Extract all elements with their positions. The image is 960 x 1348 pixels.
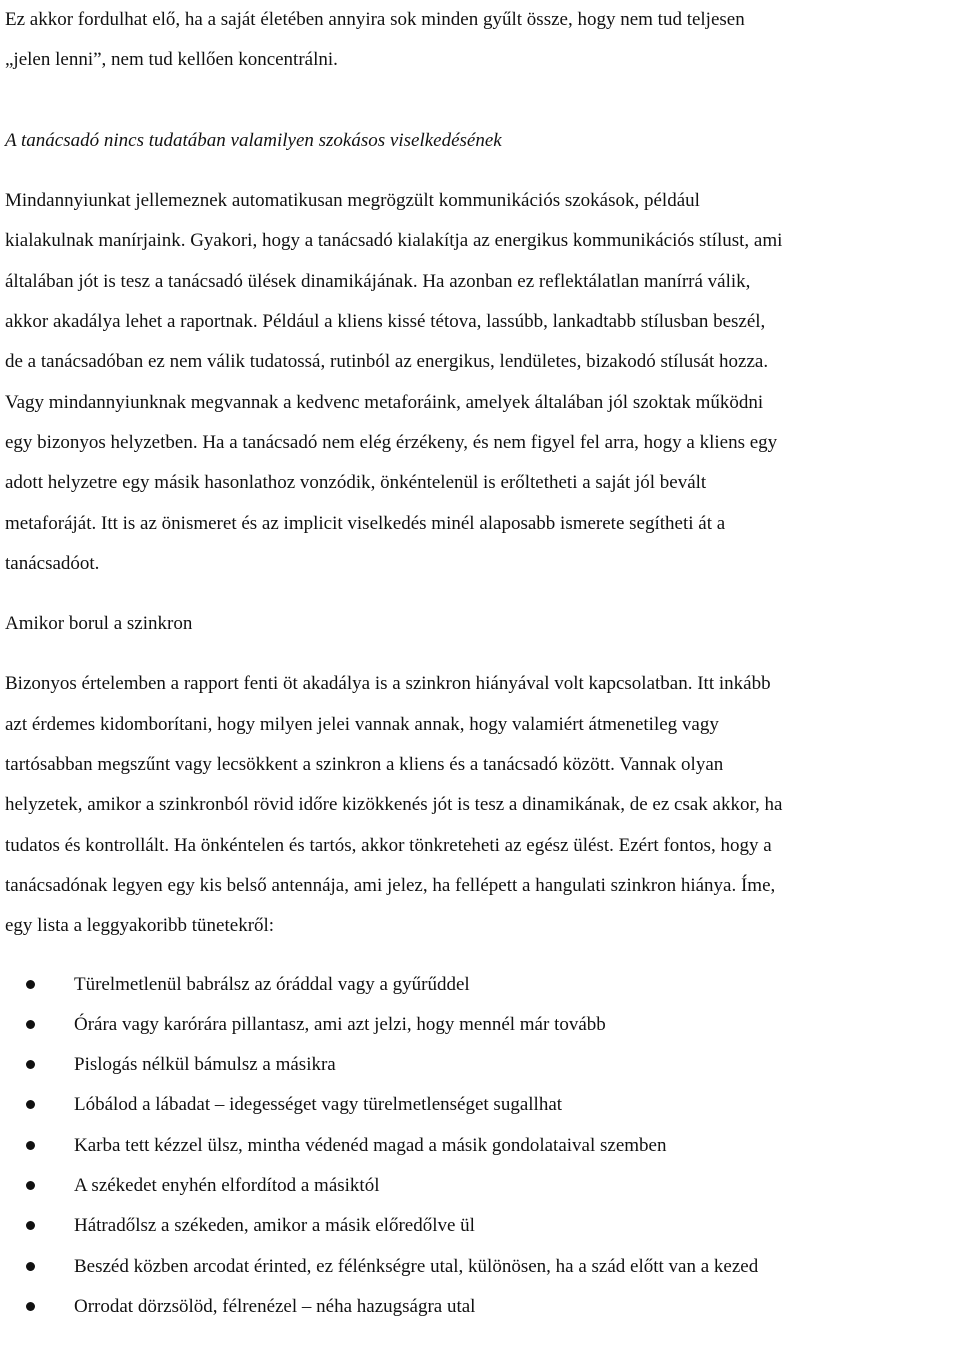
list-item [5,1045,960,1085]
paragraph-line: Vagy mindannyiunknak megvannak a kedvenc metaforáink, amelyek általában jól szoktak működni [5,391,764,413]
section-heading-sync: Amikor borul a szinkron [5,613,193,635]
list-item-text: Türelmetlenül babrálsz az óráddal vagy a gyűrűddel [74,973,470,995]
bullet-icon [26,1221,35,1230]
paragraph-line: egy bizonyos helyzetben. Ha a tanácsadó nem elég érzékeny, és nem figyel fel arra, hogy a kliens egy [5,431,778,453]
paragraph-line: akkor akadálya lehet a raportnak. Például a kliens kissé tétova, lassúbb, lankadtabb stílusban beszél, [5,311,766,333]
paragraph-line: Mindannyiunkat jellemeznek automatikusan megrögzült kommunikációs szokások, például [5,190,700,212]
list-item [5,965,960,1005]
list-item-text: Karba tett kézzel ülsz, mintha védenéd magad a másik gondolataival szemben [74,1134,667,1156]
list-item [5,1247,960,1287]
paragraph-line: kialakulnak manírjaink. Gyakori, hogy a tanácsadó kialakítja az energikus kommunikációs stílust, ami [5,230,783,252]
list-item [5,1206,960,1246]
list-item [5,1166,960,1206]
symptom-list [5,965,960,1328]
paragraph-line: egy lista a leggyakoribb tünetekről: [5,915,275,937]
paragraph-line: azt érdemes kidomborítani, hogy milyen jelei vannak annak, hogy valamiért átmenetileg vagy [5,713,719,735]
list-item-text: A székedet enyhén elfordítod a másiktól [74,1175,380,1197]
paragraph-line: tanácsadóot. [5,552,100,574]
list-item-text: Lóbálod a lábadat – idegességet vagy türelmetlenséget sugallhat [74,1094,563,1116]
bullet-icon [26,1020,35,1029]
paragraph-line: metaforáját. Itt is az önismeret és az implicit viselkedés minél alaposabb ismerete segítheti át a [5,512,726,534]
bullet-icon [26,1100,35,1109]
section-paragraph-sync [5,664,960,946]
section-heading-habit: A tanácsadó nincs tudatában valamilyen szokásos viselkedésének [5,129,502,151]
bullet-icon [26,1141,35,1150]
bullet-icon [26,1262,35,1271]
paragraph-line: tartósabban megszűnt vagy lecsökkent a szinkron a kliens és a tanácsadó között. Vannak olyan [5,754,724,776]
paragraph-line: tudatos és kontrollált. Ha önkéntelen és tartós, akkor tönkreteheti az egész ülést. Ezért fontos, hogy a [5,834,772,856]
paragraph-line: tanácsadónak legyen egy kis belső antennája, ami jelez, ha fellépett a hangulati szinkron hiánya. Íme, [5,874,776,896]
bullet-icon [26,1302,35,1311]
paragraph-line: de a tanácsadóban ez nem válik tudatossá, rutinból az energikus, lendületes, bizakodó stílusát hozza. [5,351,769,373]
paragraph-line: helyzetek, amikor a szinkronból rövid időre kizökkenés jót is tesz a dinamikának, de ez csak akkor, ha [5,794,783,816]
bullet-icon [26,1060,35,1069]
paragraph-line: Ez akkor fordulhat elő, ha a saját életében annyira sok minden gyűlt össze, hogy nem tud teljesen [5,9,745,30]
document-page [5,0,960,1327]
paragraph-line: Bizonyos értelemben a rapport fenti öt akadálya is a szinkron hiányával volt kapcsolatban. Itt inkább [5,673,771,695]
list-item-text: Orrodat dörzsölöd, félrenézel – néha hazugságra utal [74,1295,476,1317]
list-item-text: Pislogás nélkül bámulsz a másikra [74,1054,336,1076]
intro-paragraph [5,0,960,81]
paragraph-line: általában jót is tesz a tanácsadó ülések dinamikájának. Ha azonban ez reflektálatlan manírrá válik, [5,270,751,292]
bullet-icon [26,1181,35,1190]
section-paragraph-habit [5,181,960,584]
paragraph-line: „jelen lenni”, nem tud kellően koncentrálni. [5,49,338,71]
list-item-text: Hátradőlsz a székeden, amikor a másik előredőlve ül [74,1215,475,1237]
list-item [5,1005,960,1045]
list-item [5,1126,960,1166]
list-item [5,1085,960,1125]
list-item-text: Órára vagy karórára pillantasz, ami azt jelzi, hogy mennél már tovább [74,1013,606,1035]
list-item-text: Beszéd közben arcodat érinted, ez félénkségre utal, különösen, ha a szád előtt van a kezed [74,1255,759,1277]
paragraph-line: adott helyzetre egy másik hasonlathoz vonzódik, önkéntelenül is erőltetheti a saját jól bevált [5,472,707,494]
list-item [5,1287,960,1327]
bullet-icon [26,980,35,989]
